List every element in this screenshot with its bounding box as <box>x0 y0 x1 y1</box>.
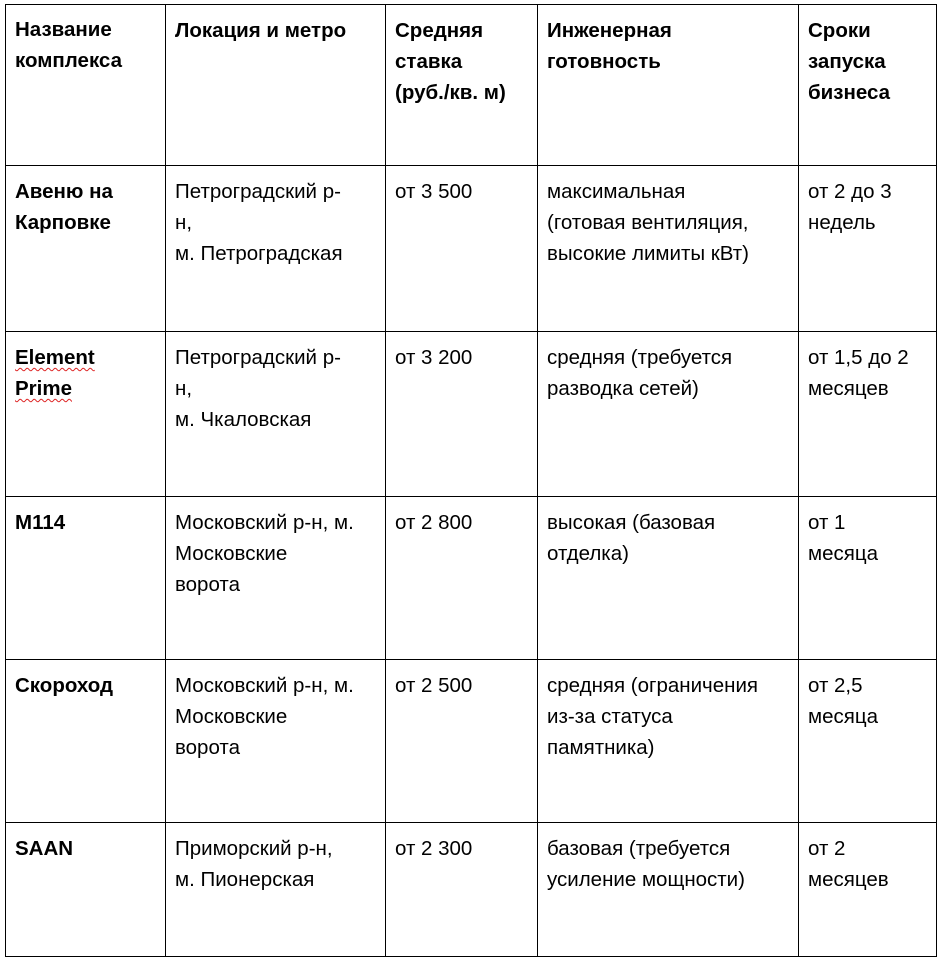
cell-launch: от 1 месяца <box>799 497 937 660</box>
cell-complex-name <box>6 332 166 497</box>
cell-readiness: средняя (требуется разводка сетей) <box>538 332 799 497</box>
cell-rate: от 2 300 <box>386 823 538 957</box>
header-complex-name: Название комплекса <box>6 5 166 166</box>
cell-rate: от 2 800 <box>386 497 538 660</box>
header-row <box>6 5 937 166</box>
cell-rate: от 2 500 <box>386 660 538 823</box>
cell-readiness: базовая (требуется усиление мощности) <box>538 823 799 957</box>
table-row <box>6 166 937 332</box>
complexes-table <box>5 4 937 957</box>
cell-location: Московский р-н, м. Московские ворота <box>166 660 386 823</box>
header-location: Локация и метро <box>166 5 386 166</box>
cell-readiness: высокая (базовая отделка) <box>538 497 799 660</box>
cell-rate: от 3 500 <box>386 166 538 332</box>
table-row <box>6 823 937 957</box>
cell-launch: от 2 до 3 недель <box>799 166 937 332</box>
cell-readiness: средняя (ограничения из-за статуса памятника) <box>538 660 799 823</box>
cell-location: Петроградский р- н, м. Петроградская <box>166 166 386 332</box>
cell-complex-name: SAAN <box>6 823 166 957</box>
table-row <box>6 332 937 497</box>
cell-location: Приморский р-н, м. Пионерская <box>166 823 386 957</box>
cell-location: Московский р-н, м. Московские ворота <box>166 497 386 660</box>
cell-complex-name: Авеню на Карповке <box>6 166 166 332</box>
cell-launch: от 2 месяцев <box>799 823 937 957</box>
header-launch: Сроки запуска бизнеса <box>799 5 937 166</box>
cell-complex-name: Скороход <box>6 660 166 823</box>
cell-location: Петроградский р- н, м. Чкаловская <box>166 332 386 497</box>
header-readiness: Инженерная готовность <box>538 5 799 166</box>
cell-launch: от 2,5 месяца <box>799 660 937 823</box>
header-rate: Средняя ставка (руб./кв. м) <box>386 5 538 166</box>
cell-rate: от 3 200 <box>386 332 538 497</box>
cell-readiness: максимальная (готовая вентиляция, высокие лимиты кВт) <box>538 166 799 332</box>
table-row <box>6 497 937 660</box>
table-row <box>6 660 937 823</box>
cell-complex-name: М114 <box>6 497 166 660</box>
spellcheck-underlined-name[interactable]: Element Prime <box>15 346 95 400</box>
cell-launch: от 1,5 до 2 месяцев <box>799 332 937 497</box>
